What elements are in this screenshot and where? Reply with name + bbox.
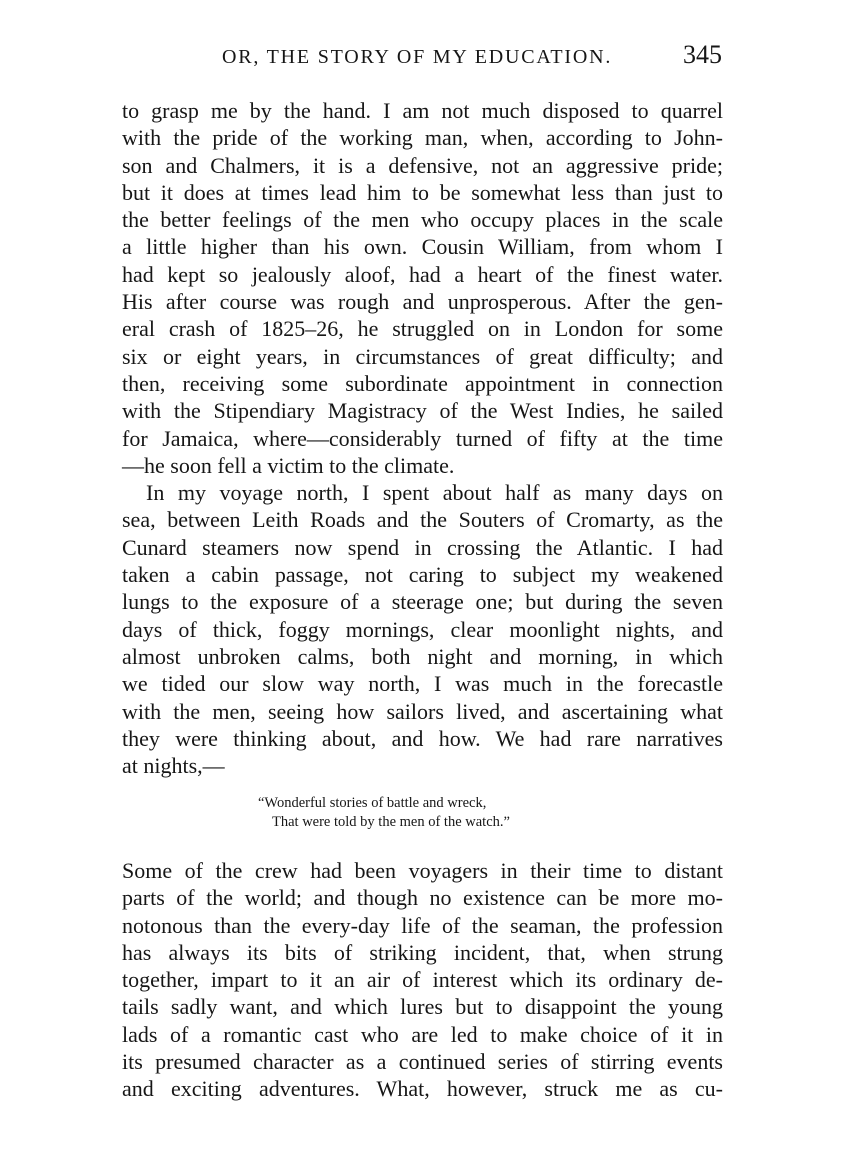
text-line: sea, between Leith Roads and the Souters of Cromarty, as the [122,507,723,533]
text-line: parts of the world; and though no existence can be more mo- [122,885,723,911]
text-line: they were thinking about, and how. We had rare narratives [122,725,723,751]
text-line: In my voyage north, I spent about half as many days on [146,480,723,506]
text-line: together, impart to it an air of interest which its ordinary de- [122,967,723,993]
text-line: for Jamaica, where—considerably turned of fifty at the time [122,425,723,451]
quotation-line: “Wonderful stories of battle and wreck, [258,795,487,811]
text-line: notonous than the every-day life of the seaman, the profession [122,912,723,938]
text-line: days of thick, foggy mornings, clear moonlight nights, and [122,616,723,642]
text-line: to grasp me by the hand. I am not much disposed to quarrel [122,98,723,123]
text-line: —he soon fell a victim to the climate. [122,452,455,478]
text-line: His after course was rough and unprosperous. After the gen- [122,289,723,315]
text-line: Cunard steamers now spend in crossing the Atlantic. I had [122,534,723,560]
text-block-bottom [122,857,723,1103]
text-line: its presumed character as a continued series of stirring events [122,1049,723,1075]
text-line: we tided our slow way north, I was much in the forecastle [122,671,723,697]
paragraph-3 [122,857,723,1103]
text-line: son and Chalmers, it is a defensive, not an aggressive pride; [122,152,723,178]
text-line: a little higher than his own. Cousin William, from whom I [122,234,723,260]
text-line: and exciting adventures. What, however, struck me as cu- [122,1076,723,1102]
text-line: six or eight years, in circumstances of great difficulty; and [122,343,723,369]
text-line: at nights,— [122,753,225,779]
text-line: has always its bits of striking incident, that, when strung [122,939,723,965]
verse-quotation [258,794,618,832]
text-line: lungs to the exposure of a steerage one; but during the seven [122,589,723,615]
text-line: eral crash of 1825–26, he struggled on in London for some [122,316,723,342]
text-line: almost unbroken calms, both night and morning, in which [122,643,723,669]
text-line: with the men, seeing how sailors lived, and ascertaining what [122,698,723,724]
text-line: lads of a romantic cast who are led to make choice of it in [122,1021,723,1047]
text-line: with the pride of the working man, when, according to John- [122,125,723,151]
text-line: with the Stipendiary Magistracy of the West Indies, he sailed [122,398,723,424]
text-line: tails sadly want, and which lures but to disappoint the young [122,994,723,1020]
text-line: had kept so jealously aloof, had a heart of the finest water. [122,261,723,287]
text-line: then, receiving some subordinate appointment in connection [122,370,723,396]
text-line: but it does at times lead him to be somewhat less than just to [122,179,723,205]
paragraph-2 [122,479,723,779]
text-line: Some of the crew had been voyagers in their time to distant [122,858,723,883]
page-number: 345 [683,40,722,69]
text-line: taken a cabin passage, not caring to subject my weakened [122,562,723,588]
paragraph-1 [122,97,723,479]
page-header [122,40,722,80]
text-line: the better feelings of the men who occupy places in the scale [122,207,723,233]
quotation-line: That were told by the men of the watch.” [272,814,510,830]
text-block-top [122,97,723,779]
running-head: OR, THE STORY OF MY EDUCATION. [222,46,613,68]
